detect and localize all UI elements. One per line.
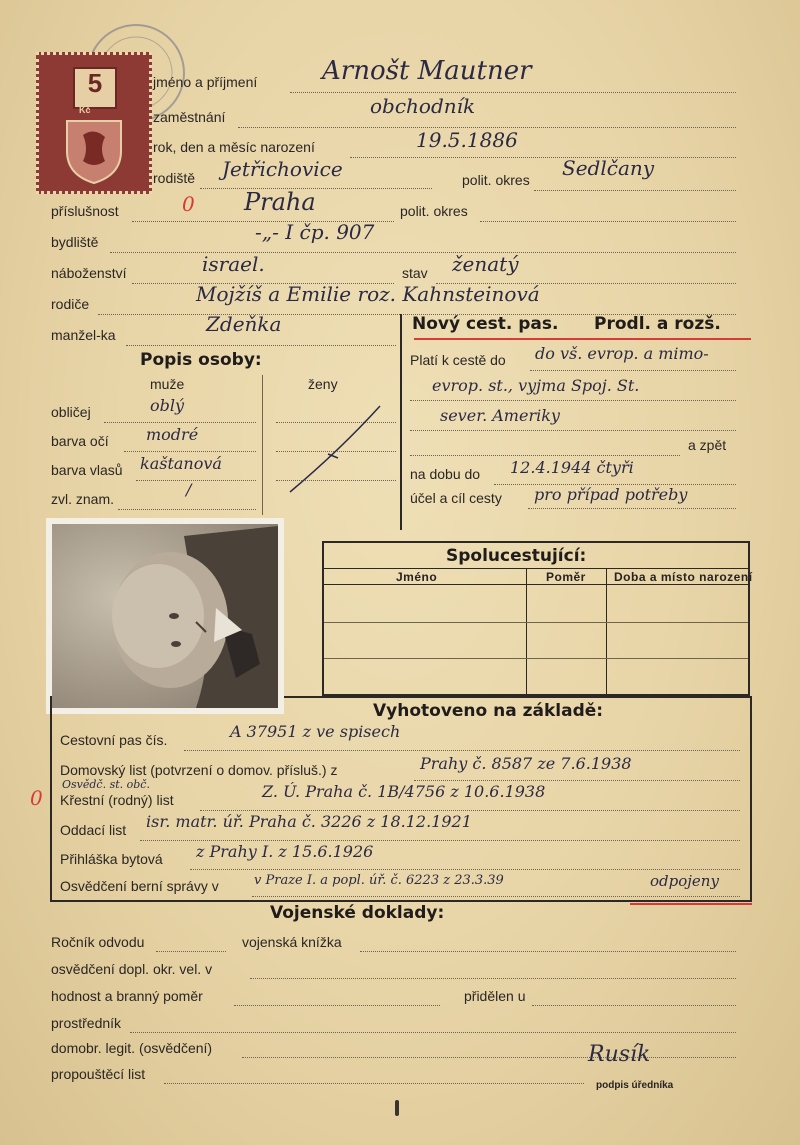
portrait-photo: [46, 518, 284, 714]
basis-row-value: Prahy č. 8587 ze 7.6.1938: [420, 754, 632, 773]
military-row-label: Ročník odvodu: [51, 934, 145, 950]
passport-period-value: 12.4.1944 čtyři: [510, 458, 634, 477]
passport-and-back: a zpět: [688, 437, 727, 453]
basis-row-label: Přihláška bytová: [60, 851, 163, 867]
description-row-label: barva vlasů: [51, 462, 123, 478]
travellers-column-birth: Doba a místo narození: [614, 570, 753, 584]
birthplace-label: rodiště: [153, 170, 196, 186]
military-row-label: prostředník: [51, 1015, 122, 1031]
residence-value: -„- I čp. 907: [255, 220, 375, 244]
passport-valid-line-1: do vš. evrop. a mimo-: [535, 344, 709, 363]
passport-valid-line-3: sever. Ameriky: [440, 406, 560, 425]
binding-mark: [395, 1100, 399, 1116]
birthplace-value: Jetřichovice: [222, 157, 343, 181]
basis-row-label: Křestní (rodný) list: [60, 792, 174, 808]
passport-period-label: na dobu do: [410, 466, 481, 482]
passport-purpose-value: pro případ potřeby: [534, 485, 688, 504]
description-divider: [262, 375, 263, 515]
basis-row-value: Z. Ú. Praha č. 1B/4756 z 10.6.1938: [262, 782, 546, 801]
basis-title: Vyhotoveno na základě:: [373, 701, 604, 721]
photo-frame: [46, 518, 284, 714]
birth-district-label: polit. okres: [462, 172, 530, 188]
passport-box-border: [400, 314, 402, 530]
birth-value: 19.5.1886: [416, 128, 518, 152]
parents-label: rodiče: [51, 296, 90, 312]
birth-label: rok, den a měsíc narození: [153, 139, 315, 155]
basis-row-label: Osvědčení berní správy v: [60, 878, 219, 894]
military-row-label: osvědčení dopl. okr. vel. v: [51, 961, 213, 977]
travellers-column-relation: Poměr: [546, 570, 586, 584]
basis-row-label: Oddací list: [60, 822, 127, 838]
religion-value: israel.: [202, 252, 265, 276]
status-value: ženatý: [452, 252, 519, 276]
description-male: muže: [150, 376, 185, 392]
passport-new-title: Nový cest. pas.: [412, 314, 559, 334]
nationality-label: příslušnost: [51, 203, 119, 219]
basis-row-prefix: Osvědč. st. obč.: [62, 778, 150, 791]
revenue-stamp: [36, 52, 152, 194]
military-row-label2: vojenská knížka: [242, 934, 342, 950]
official-signature: Rusík: [588, 1042, 651, 1067]
description-row-value: /: [186, 480, 192, 499]
signature-label: podpis úředníka: [596, 1080, 674, 1091]
stamp-value: 5: [87, 68, 103, 98]
residence-label: bydliště: [51, 234, 99, 250]
passport-underline: [414, 338, 751, 340]
nationality-district-label: polit. okres: [400, 203, 468, 219]
description-row-value: kaštanová: [140, 454, 222, 473]
description-row-label: obličej: [51, 404, 91, 420]
basis-row-note: odpojeny: [650, 872, 719, 890]
military-row-label2: přidělen u: [464, 988, 526, 1004]
description-female: ženy: [308, 376, 338, 392]
military-row-label: domobr. legit. (osvědčení): [51, 1040, 213, 1056]
military-title: Vojenské doklady:: [270, 903, 445, 923]
basis-row-mark: 0: [30, 786, 43, 810]
passport-ext-title: Prodl. a rozš.: [594, 314, 721, 334]
spouse-label: manžel-ka: [51, 327, 116, 343]
description-row-label: barva očí: [51, 433, 109, 449]
description-row-label: zvl. znam.: [51, 491, 115, 507]
occupation-label: zaměstnání: [153, 109, 226, 125]
military-row-label: propouštěcí list: [51, 1066, 146, 1082]
description-title: Popis osoby:: [140, 350, 262, 370]
travellers-title: Spolucestující:: [446, 546, 587, 566]
stamp-currency: Kč: [79, 105, 91, 115]
description-row-value: oblý: [150, 396, 185, 415]
basis-row-value: v Praze I. a popl. úř. č. 6223 z 23.3.39: [254, 873, 504, 888]
name-value: Arnošt Mautner: [322, 56, 532, 86]
basis-row-value: z Prahy I. z 15.6.1926: [196, 842, 374, 861]
nationality-value: Praha: [244, 188, 316, 216]
passport-purpose-label: účel a cíl cesty: [410, 490, 502, 506]
travellers-column-name: Jméno: [396, 570, 438, 584]
cancel-strike: [280, 400, 390, 500]
basis-row-label: Domovský list (potvrzení o domov. přísluš.) z: [60, 762, 338, 778]
nationality-mark: 0: [182, 192, 195, 216]
passport-valid-line-2: evrop. st., vyjma Spoj. St.: [432, 376, 640, 395]
description-row-value: modré: [146, 425, 199, 444]
basis-row-value: A 37951 z ve spisech: [230, 722, 401, 741]
basis-row-label: Cestovní pas čís.: [60, 732, 168, 748]
status-label: stav: [402, 265, 428, 281]
basis-red-mark: [630, 903, 752, 905]
travellers-header-rule: [324, 568, 748, 569]
occupation-value: obchodník: [370, 94, 476, 118]
parents-value: Mojžíš a Emilie roz. Kahnsteinová: [196, 282, 540, 306]
stamp-value-box: [73, 67, 117, 109]
spouse-value: Zdeňka: [206, 312, 282, 336]
coat-of-arms-icon: [61, 117, 127, 185]
name-label: jméno a příjmení: [153, 74, 258, 90]
religion-label: náboženství: [51, 265, 127, 281]
military-row-label: hodnost a branný poměr: [51, 988, 203, 1004]
basis-row-value: isr. matr. úř. Praha č. 3226 z 18.12.1921: [146, 812, 472, 831]
passport-valid-label: Platí k cestě do: [410, 352, 506, 368]
birth-district-value: Sedlčany: [562, 156, 655, 180]
